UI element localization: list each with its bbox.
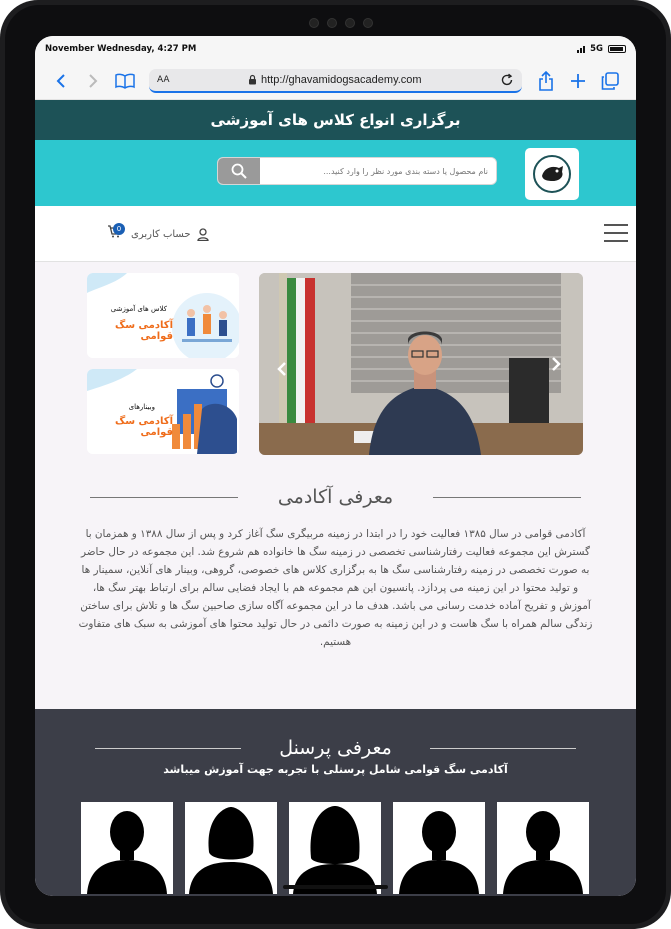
- promo-webinars-subtitle: آکادمی سگ قوامی: [115, 416, 173, 438]
- share-icon: [538, 71, 554, 91]
- search-box: [217, 157, 497, 185]
- staff-subtitle: آکادمی سگ قوامی شامل پرسنلی با تجربه جهت آموزش میباشد: [163, 763, 508, 776]
- url-text: http://ghavamidogsacademy.com: [260, 73, 422, 86]
- chevron-right-icon: [87, 73, 99, 89]
- account-label: حساب کاربری: [131, 229, 191, 240]
- staff-avatar[interactable]: [81, 802, 173, 894]
- promo-classes-illustration: [87, 273, 239, 358]
- female-silhouette-icon: [289, 802, 381, 894]
- search-icon: [231, 163, 247, 179]
- site-header: [35, 140, 636, 206]
- staff-avatar[interactable]: [289, 802, 381, 894]
- home-indicator: [283, 885, 388, 889]
- network-label: 5G: [590, 44, 603, 54]
- divider: [433, 497, 581, 498]
- search-input[interactable]: [260, 158, 496, 184]
- reload-icon[interactable]: [500, 73, 514, 87]
- back-button[interactable]: [45, 65, 77, 97]
- top-banner: [35, 100, 636, 140]
- chevron-left-icon: [55, 73, 67, 89]
- tabs-icon: [601, 72, 619, 90]
- female-silhouette-icon: [185, 802, 277, 894]
- promo-card-classes[interactable]: [87, 273, 239, 358]
- battery-icon: [608, 45, 626, 53]
- staff-avatar[interactable]: [185, 802, 277, 894]
- staff-heading: [35, 737, 636, 759]
- staff-title: معرفی پرسنل: [279, 737, 392, 759]
- promo-classes-subtitle: آکادمی سگ قوامی: [115, 320, 173, 342]
- status-time: November Wednesday, 4:27 PM: [45, 44, 197, 54]
- staff-avatars: [81, 802, 589, 894]
- browser-toolbar: [35, 62, 636, 100]
- about-paragraph: آکادمی قوامی در سال ۱۳۸۵ فعالیت خود را در ابتدا در زمینه مربیگری سگ آغاز کرد و پس از سال ۱۳۸۸ و همزمان با گسترش این مجموعه فعالیت رفتارشناسی تخصصی در زمینه سگ ها خانواده هم شروع شد. این مجموعه در حال حاضر به صورت تخصصی در زمینه رفتارشناسی سگ ها به برگزاری کلاس های خصوصی، گروهی، وبینار های آنلاین، سمینار ها و تولید محتوا در این زمینه می پردازد. پانسیون این هم مجموعه هم با ایجاد فضایی سالم برای ارتباط بهتر سگ ها، آموزش و تفریح آماده خدمت رسانی می باشد. هدف ما در این مجموعه آگاه سازی صاحبین سگ ها و تلاش برای ساختن زندگی سالم همراه با سگ هاست و در این زمینه به صورت دائمی در حال تولید محتوا های آموزشی به سبک های متفاوت هستیم.: [78, 528, 593, 648]
- hero-section: [35, 262, 636, 462]
- site-logo[interactable]: [525, 148, 579, 200]
- promo-classes-title: کلاس های آموزشی: [110, 305, 167, 313]
- divider: [430, 748, 576, 749]
- menu-icon[interactable]: [604, 224, 628, 242]
- new-tab-button[interactable]: [562, 65, 594, 97]
- forward-button[interactable]: [77, 65, 109, 97]
- staff-section: [35, 709, 636, 896]
- status-bar: [35, 36, 636, 62]
- dog-logo-icon: [532, 154, 572, 194]
- staff-avatar[interactable]: [497, 802, 589, 894]
- promo-webinars-illustration: [87, 369, 239, 454]
- screen: [35, 36, 636, 896]
- male-silhouette-icon: [393, 802, 485, 894]
- staff-avatar[interactable]: [393, 802, 485, 894]
- promo-card-webinars[interactable]: [87, 369, 239, 454]
- about-title: معرفی آکادمی: [277, 486, 394, 508]
- signal-icon: [577, 46, 585, 53]
- about-heading: [35, 486, 636, 508]
- plus-icon: [570, 73, 586, 89]
- image-slider[interactable]: [259, 273, 583, 455]
- banner-text: برگزاری انواع کلاس های آموزشی: [210, 111, 461, 129]
- cart-count-badge: 0: [113, 223, 125, 235]
- bookmarks-button[interactable]: [109, 65, 141, 97]
- nav-bar: [35, 206, 636, 262]
- slider-photo: [259, 273, 583, 455]
- share-button[interactable]: [530, 65, 562, 97]
- user-icon: [197, 228, 209, 241]
- male-silhouette-icon: [81, 802, 173, 894]
- lock-icon: [248, 74, 257, 85]
- reader-aa-button[interactable]: AA: [157, 74, 170, 85]
- account-link[interactable]: [131, 228, 209, 241]
- address-bar[interactable]: [149, 69, 522, 93]
- divider: [95, 748, 241, 749]
- book-icon: [114, 73, 136, 89]
- promo-webinars-title: وبینارهای: [128, 403, 155, 411]
- search-button[interactable]: [218, 158, 260, 184]
- male-silhouette-icon: [497, 802, 589, 894]
- camera-bar: [283, 16, 398, 30]
- tabs-button[interactable]: [594, 65, 626, 97]
- divider: [90, 497, 238, 498]
